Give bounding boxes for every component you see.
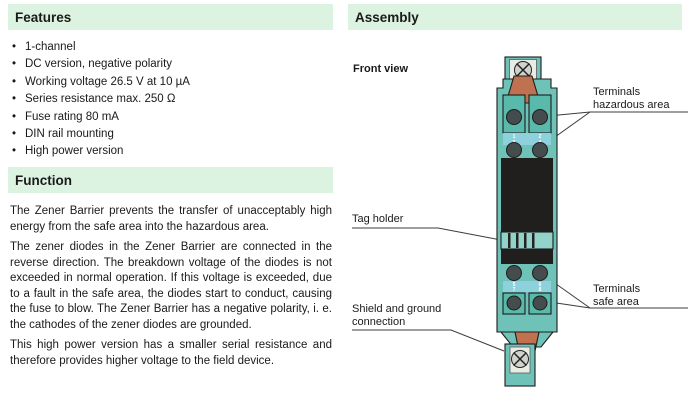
function-paragraph: The Zener Barrier prevents the transfer of unacceptably high energy from the safe area into the hazardous area. <box>10 205 332 233</box>
label-terminals-safe <box>593 283 640 308</box>
terminal-screw-2 <box>533 110 548 125</box>
terminal-screw-4 <box>533 143 548 158</box>
label-line: hazardous area <box>593 98 670 111</box>
function-section-header <box>8 167 333 193</box>
leader-terminals-hazardous-1 <box>538 112 688 117</box>
label-line: Terminals <box>593 86 641 98</box>
feature-text: High power version <box>25 145 124 158</box>
assembly-section-header <box>348 4 682 30</box>
tag-holder-rib <box>508 233 511 248</box>
tag-holder-rib <box>516 233 519 248</box>
terminal-screw-7 <box>507 296 521 310</box>
feature-text: 1-channel <box>25 41 76 53</box>
zener-barrier-device <box>497 57 557 386</box>
terminal-screw-5 <box>507 266 522 281</box>
terminal-number: 2 <box>538 134 542 141</box>
list-item <box>10 91 332 108</box>
label-line: Terminals <box>593 283 641 295</box>
terminal-screw-3 <box>507 143 522 158</box>
label-shield-ground <box>352 303 441 328</box>
label-line: Shield and ground <box>352 303 442 315</box>
list-item <box>10 39 332 56</box>
feature-text: DIN rail mounting <box>25 128 114 141</box>
device-lower-label-area <box>501 249 553 264</box>
terminal-screw-1 <box>507 110 522 125</box>
bullet-icon: • <box>12 58 17 71</box>
list-item <box>10 126 332 143</box>
label-terminals-hazardous <box>593 86 669 111</box>
bullet-icon: • <box>12 41 17 53</box>
terminal-number: 7 <box>512 286 516 293</box>
terminal-number: 8 <box>538 286 542 293</box>
function-title: Function <box>15 172 72 188</box>
bullet-icon: • <box>12 75 17 88</box>
terminal-number: 1 <box>512 134 516 141</box>
bullet-icon: • <box>12 128 17 141</box>
label-tag-holder <box>352 213 403 226</box>
features-title: Features <box>15 9 72 25</box>
list-item <box>10 56 332 73</box>
device-label-area <box>501 158 553 232</box>
terminal-screw-6 <box>533 266 548 281</box>
function-paragraph: The zener diodes in the Zener Barrier are connected in the reverse direction. The breakdown voltage of the diodes is not exceeded in normal operation. If this voltage is exceeded, due to a fault in the safe area, the diodes start to conduct, causing the fuse to blow. The Zener Barrier has a negative polarity, i. e. the cathodes of the zener diodes are grounded. <box>10 241 332 331</box>
assembly-title: Assembly <box>355 9 419 25</box>
list-item <box>10 109 332 126</box>
feature-text: DC version, negative polarity <box>25 58 173 71</box>
safe-number-strip <box>503 281 551 292</box>
terminal-number: 5 <box>512 281 516 288</box>
bullet-icon: • <box>12 145 17 158</box>
terminal-number: 6 <box>538 281 542 288</box>
label-line: connection <box>352 315 406 328</box>
bullet-icon: • <box>12 93 17 106</box>
tag-holder-rib <box>532 233 535 248</box>
front-view-label: Front view <box>353 63 409 75</box>
function-body <box>10 204 332 374</box>
leader-shield-ground <box>352 330 504 351</box>
tag-holder-rib <box>524 233 527 248</box>
feature-text: Series resistance max. 250 Ω <box>25 93 176 106</box>
feature-text: Working voltage 26.5 V at 10 µA <box>25 75 190 88</box>
list-item <box>10 74 332 91</box>
label-line: safe area <box>593 295 639 308</box>
features-section-header <box>8 4 333 30</box>
label-line: Tag holder <box>352 213 404 225</box>
feature-text: Fuse rating 80 mA <box>25 110 119 123</box>
bullet-icon: • <box>12 110 17 123</box>
terminal-screw-8 <box>533 296 547 310</box>
function-paragraph: This high power version has a smaller serial resistance and therefore provides higher voltage to the field device. <box>10 339 332 367</box>
list-item <box>10 143 332 160</box>
leader-tag-holder <box>352 228 501 240</box>
features-list <box>10 39 332 161</box>
tag-holder <box>501 232 553 249</box>
